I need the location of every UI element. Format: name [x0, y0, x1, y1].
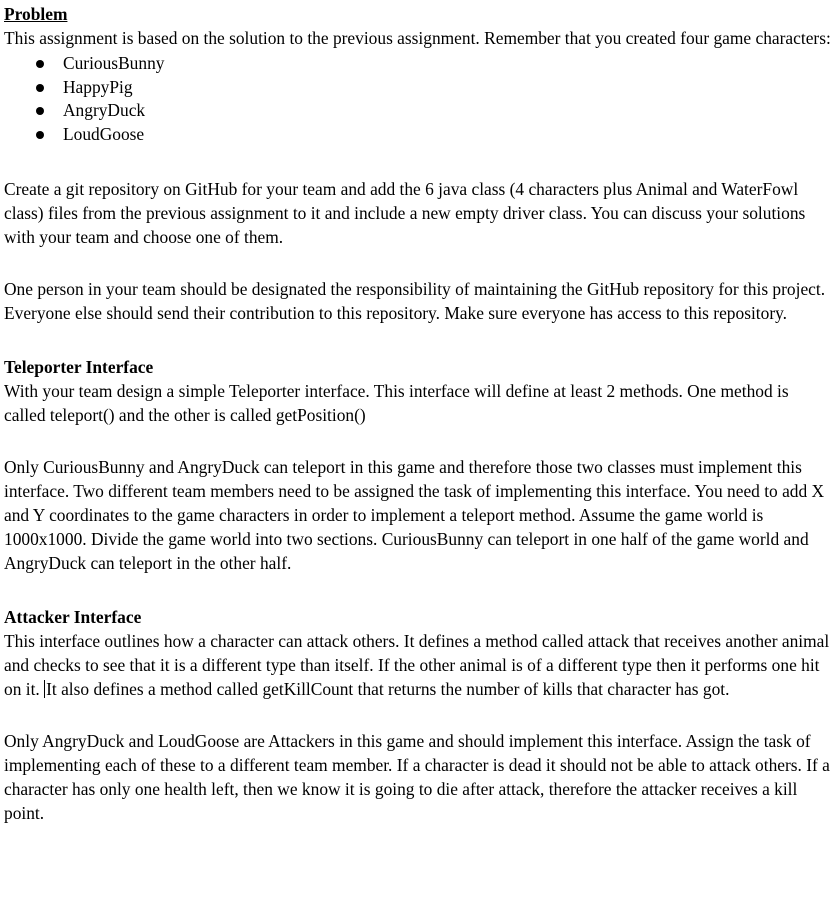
bullet-icon — [36, 131, 44, 139]
character-name: HappyPig — [63, 76, 133, 97]
problem-intro: This assignment is based on the solution to the previous assignment. Remember that you created four game characters: — [4, 28, 831, 48]
list-item — [4, 122, 832, 146]
character-name: CuriousBunny — [63, 53, 165, 73]
attacker-outline-paragraph — [4, 629, 832, 701]
problem-heading: Problem — [4, 4, 68, 24]
repo-paragraph: Create a git repository on GitHub for your team and add the 6 java class (4 characters plus Animal and WaterFowl class) files from the previous assignment to it and include a new empty driver class. You can discuss your solutions with your team and choose one of them. — [4, 179, 806, 247]
attacker-heading: Attacker Interface — [4, 607, 142, 627]
document-page — [0, 2, 832, 916]
list-item — [4, 75, 832, 99]
character-list — [4, 51, 832, 145]
character-name: AngryDuck — [63, 100, 146, 120]
bullet-icon — [36, 60, 44, 68]
attacker-outline-text-a: This interface outlines how a character can attack others. It defines a method called attack that receives another animal and checks to see that it is a different type than itself. If the other animal is of a different type then it performs one hit on it. — [4, 631, 830, 699]
bullet-icon — [36, 84, 44, 92]
attacker-implement-paragraph: Only AngryDuck and LoudGoose are Attackers in this game and should implement this interface. Assign the task of implementing each of these to a different team member. If a character is dead it should not be able to attack others. If a character has only one health left, then we know it is going to die after attack, therefore the attacker receives a kill point. — [4, 731, 830, 823]
bullet-icon — [36, 107, 44, 115]
teleporter-implement-paragraph: Only CuriousBunny and AngryDuck can teleport in this game and therefore those two classes must implement this interface. Two different team members need to be assigned the task of implementing this interface. You need to add X and Y coordinates to the game characters in order to implement a teleport method. Assume the game world is 1000x1000. Divide the game world into two sections. CuriousBunny can teleport in one half of the game world and AngryDuck can teleport in the other half. — [4, 457, 825, 573]
text-cursor-icon — [44, 680, 45, 698]
maintainer-paragraph: One person in your team should be designated the responsibility of maintaining the GitHub repository for this project. Everyone else should send their contribution to this repository. Make sure everyone has access to this repository. — [4, 279, 826, 323]
teleporter-heading: Teleporter Interface — [4, 357, 154, 377]
attacker-outline-text-b: It also defines a method called getKillCount that returns the number of kills that character has got. — [46, 679, 730, 699]
teleporter-design-paragraph: With your team design a simple Teleporter interface. This interface will define at least 2 methods. One method is called teleport() and the other is called getPosition() — [4, 381, 789, 425]
character-name: LoudGoose — [63, 123, 145, 144]
list-item — [4, 51, 832, 75]
list-item — [4, 98, 832, 122]
